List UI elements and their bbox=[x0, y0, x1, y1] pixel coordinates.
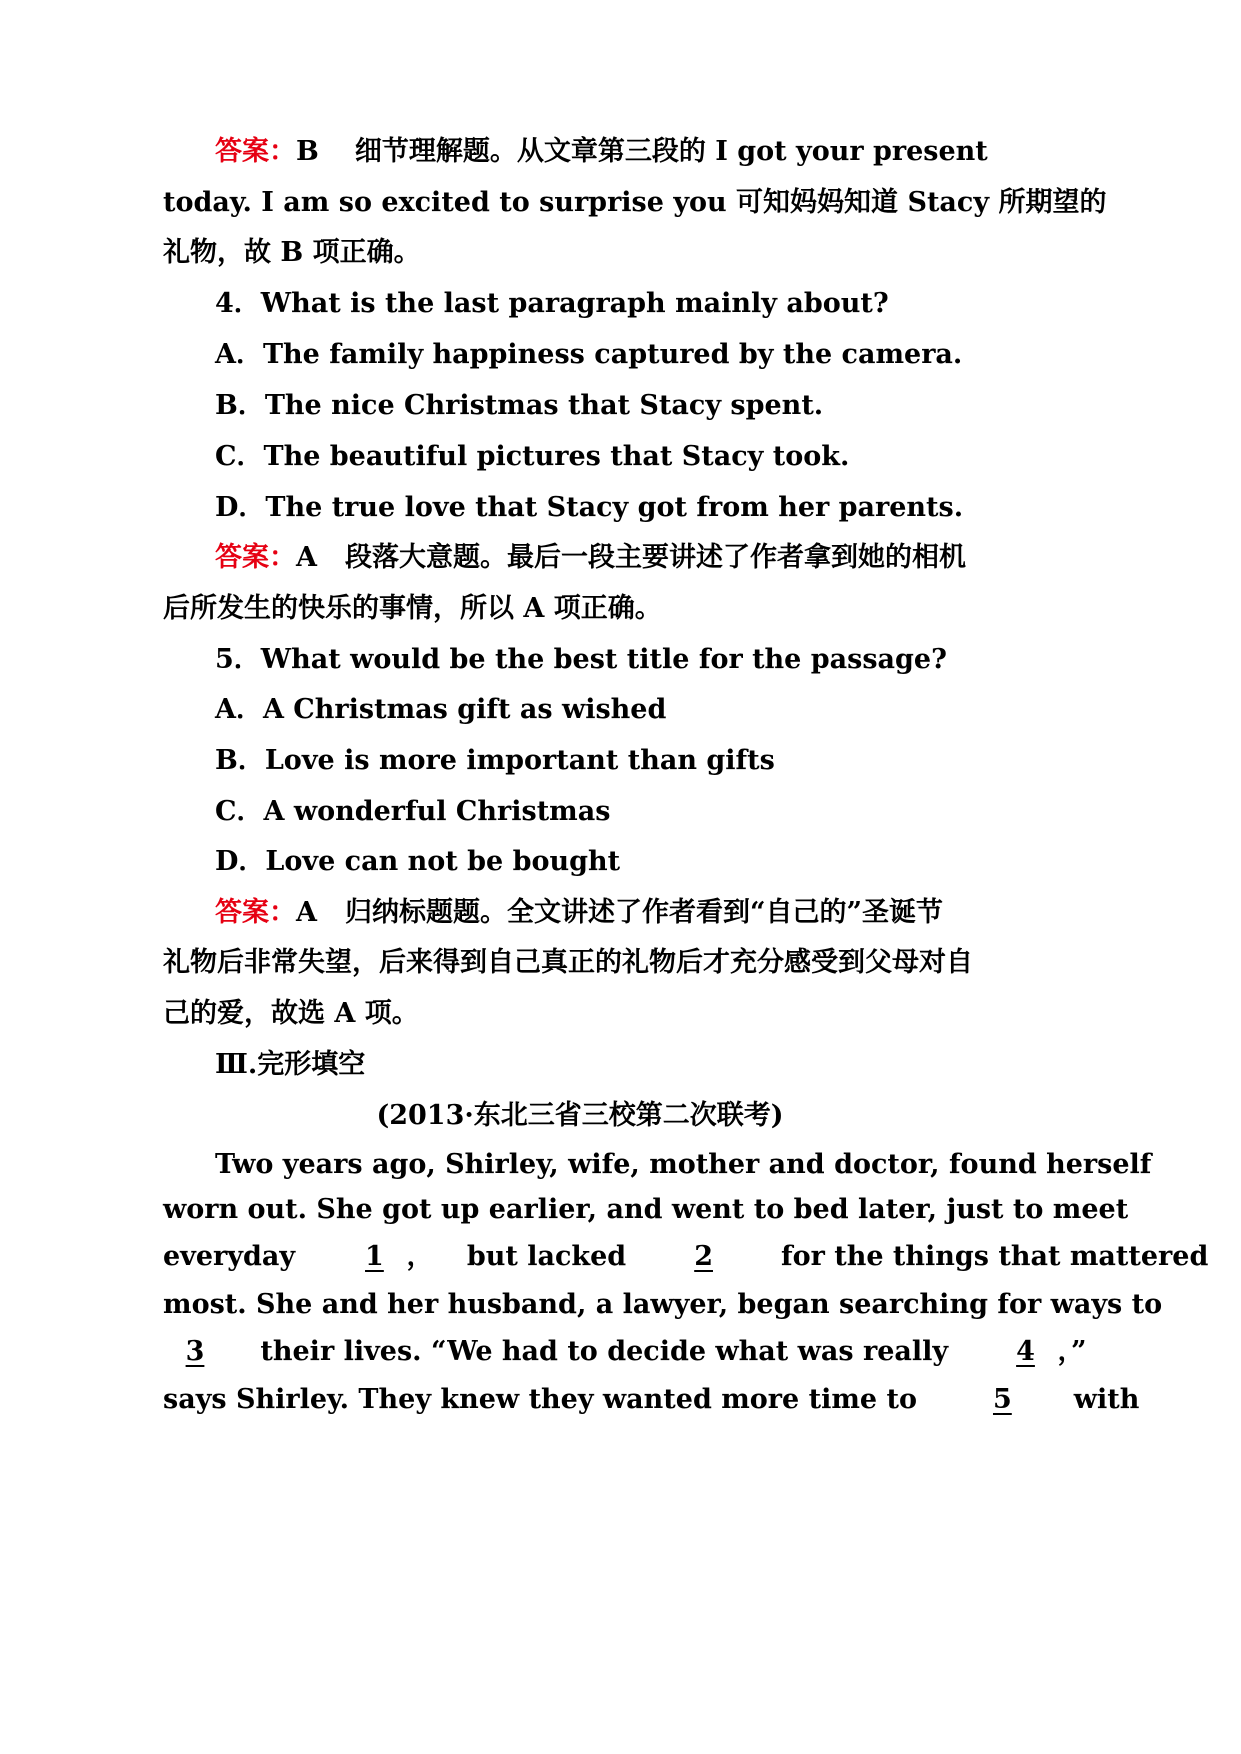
blank-1: 1 bbox=[365, 1241, 384, 1272]
blank-4: 4 bbox=[1016, 1336, 1035, 1367]
passage-line-3 bbox=[163, 1237, 1209, 1277]
question-4-option-c: C．The beautiful pictures that Stacy took. bbox=[215, 441, 850, 472]
blank-2: 2 bbox=[694, 1241, 713, 1272]
passage-text: with bbox=[1073, 1384, 1140, 1415]
passage-line-6 bbox=[163, 1380, 1139, 1420]
passage-line-5 bbox=[163, 1332, 1087, 1372]
punctuation: ，” bbox=[1057, 1336, 1087, 1367]
question-4-option-a: A．The family happiness captured by the camera. bbox=[215, 339, 963, 370]
passage-text: says Shirley. They knew they wanted more time to bbox=[163, 1384, 917, 1415]
answer-label: 答案： bbox=[215, 136, 296, 167]
answer-explanation: 归纳标题题。全文讲述了作者看到“自己的”圣诞节 bbox=[344, 897, 944, 928]
passage-text: everyday bbox=[163, 1241, 296, 1272]
passage-text: Two years ago, Shirley, wife, mother and doctor, found herself bbox=[215, 1149, 1152, 1180]
answer-3-line-2: today. I am so excited to surprise you 可知妈妈知道 Stacy 所期望的 bbox=[163, 187, 1107, 218]
question-4-option-b: B．The nice Christmas that Stacy spent. bbox=[215, 390, 824, 421]
question-5-option-a: A．A Christmas gift as wished bbox=[215, 694, 667, 725]
section-source: (2013·东北三省三校第二次联考) bbox=[376, 1100, 784, 1131]
answer-explanation: 细节理解题。从文章第三段的 I got your present bbox=[354, 136, 988, 167]
passage-text: their lives. “We had to decide what was really bbox=[260, 1336, 949, 1367]
section-heading: Ⅲ.完形填空 bbox=[215, 1049, 366, 1080]
answer-letter: A bbox=[296, 897, 317, 928]
question-4-option-d: D．The true love that Stacy got from her parents. bbox=[215, 492, 964, 523]
question-5-option-c: C．A wonderful Christmas bbox=[215, 796, 611, 827]
answer-letter: A bbox=[296, 542, 317, 573]
question-5-stem: 5．What would be the best title for the passage? bbox=[215, 644, 947, 675]
answer-5-line-2: 礼物后非常失望，后来得到自己真正的礼物后才充分感受到父母对自 bbox=[163, 947, 973, 978]
passage-line-1 bbox=[215, 1145, 1152, 1185]
answer-3-line-1 bbox=[215, 132, 988, 172]
passage-text: for the things that mattered bbox=[781, 1241, 1209, 1272]
passage-text: but lacked bbox=[466, 1241, 627, 1272]
blank-3: 3 bbox=[185, 1336, 205, 1367]
passage-line-2: worn out. She got up earlier, and went to bed later, just to meet bbox=[163, 1194, 1129, 1225]
blank-5: 5 bbox=[992, 1384, 1012, 1415]
answer-label: 答案： bbox=[215, 897, 296, 928]
question-5-option-d: D．Love can not be bought bbox=[215, 846, 621, 877]
answer-3-line-3: 礼物，故 B 项正确。 bbox=[163, 237, 421, 268]
answer-5-line-3: 己的爱，故选 A 项。 bbox=[163, 998, 419, 1029]
answer-explanation: 段落大意题。最后一段主要讲述了作者拿到她的相机 bbox=[344, 542, 966, 573]
answer-label: 答案： bbox=[215, 542, 296, 573]
answer-4-line-2: 后所发生的快乐的事情，所以 A 项正确。 bbox=[163, 593, 662, 624]
passage-line-4: most. She and her husband, a lawyer, began searching for ways to bbox=[163, 1289, 1163, 1320]
question-4-stem: 4．What is the last paragraph mainly about? bbox=[215, 288, 889, 319]
question-5-option-b: B．Love is more important than gifts bbox=[215, 745, 775, 776]
answer-4-line-1 bbox=[215, 538, 966, 578]
answer-letter: B bbox=[296, 136, 319, 167]
answer-5-line-1 bbox=[215, 893, 943, 933]
punctuation: ， bbox=[406, 1241, 434, 1272]
